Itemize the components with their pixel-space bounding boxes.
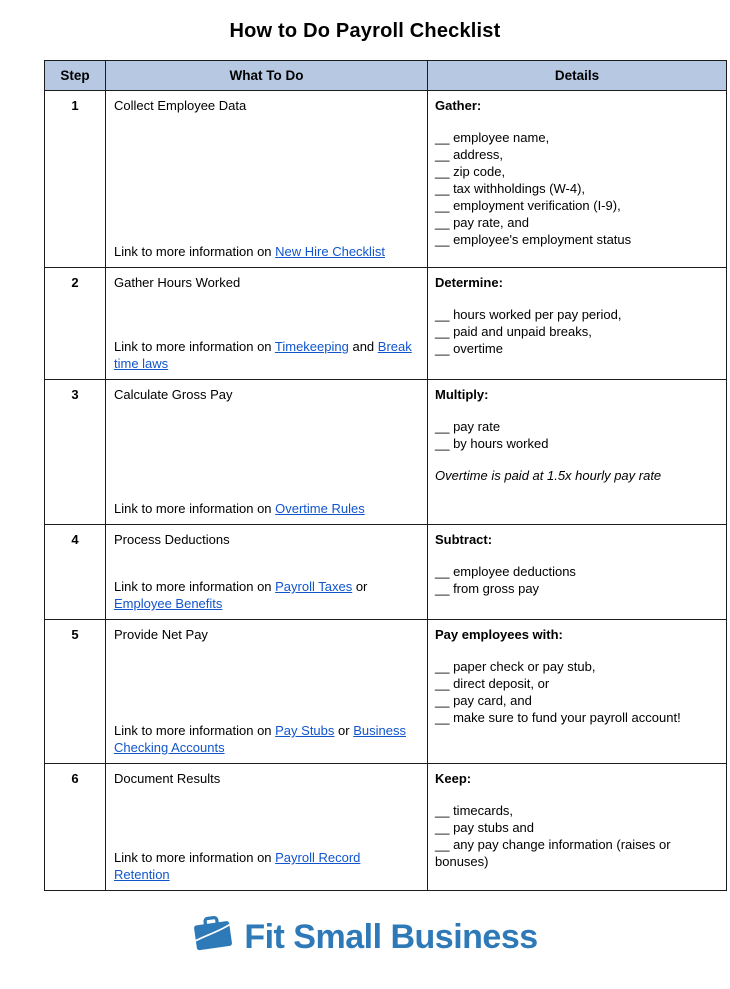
more-info-text: and [348, 339, 378, 354]
table-row [45, 620, 727, 764]
step-number: 5 [45, 620, 106, 764]
details-item: __ timecards, [435, 803, 514, 818]
details-item: __ by hours worked [435, 436, 549, 451]
task-name: Provide Net Pay [114, 627, 208, 642]
more-info-link[interactable]: Payroll Taxes [275, 579, 353, 594]
task-cell [106, 764, 428, 891]
more-info-line [114, 338, 419, 372]
details-cell [428, 764, 727, 891]
more-info-link[interactable]: New Hire Checklist [275, 244, 385, 259]
details-items [435, 658, 718, 726]
details-item: __ employee deductions [435, 564, 576, 579]
details-cell [428, 91, 727, 268]
details-items [435, 563, 718, 597]
task-name: Document Results [114, 771, 221, 786]
details-cell [428, 380, 727, 525]
details-item: __ direct deposit, or [435, 676, 550, 691]
details-item: __ paper check or pay stub, [435, 659, 596, 674]
table-row [45, 380, 727, 525]
column-header-details: Details [428, 61, 727, 91]
more-info-text: Link to more information on [114, 579, 276, 594]
details-item: __ tax withholdings (W-4), [435, 181, 586, 196]
details-heading: Determine: [435, 275, 503, 290]
details-item: __ paid and unpaid breaks, [435, 324, 592, 339]
column-header-what-to-do: What To Do [106, 61, 428, 91]
logo-text: Fit Small Business [244, 918, 538, 956]
step-number: 1 [45, 91, 106, 268]
step-number: 3 [45, 380, 106, 525]
details-items [435, 418, 718, 452]
details-cell [428, 620, 727, 764]
task-cell [106, 91, 428, 268]
details-item: __ address, [435, 147, 503, 162]
more-info-text: or [352, 579, 368, 594]
step-number: 6 [45, 764, 106, 891]
details-item: __ employee's employment status [435, 232, 632, 247]
table-row [45, 91, 727, 268]
details-item: __ zip code, [435, 164, 506, 179]
task-cell [106, 268, 428, 380]
details-item: __ overtime [435, 341, 503, 356]
task-name: Calculate Gross Pay [114, 387, 233, 402]
more-info-link[interactable]: Break time laws [114, 339, 412, 371]
more-info-link[interactable]: Overtime Rules [275, 501, 365, 516]
more-info-text: or [334, 723, 354, 738]
task-cell [106, 380, 428, 525]
column-header-step: Step [45, 61, 106, 91]
details-item: __ pay rate [435, 419, 501, 434]
task-name: Gather Hours Worked [114, 275, 241, 290]
more-info-link[interactable]: Business Checking Accounts [114, 723, 406, 755]
more-info-text: Link to more information on [114, 850, 276, 865]
details-heading: Multiply: [435, 387, 489, 402]
more-info-text: Link to more information on [114, 723, 276, 738]
details-item: __ pay card, and [435, 693, 532, 708]
more-info-text: Link to more information on [114, 339, 275, 354]
more-info-link[interactable]: Employee Benefits [114, 596, 223, 611]
payroll-checklist-table [44, 60, 727, 891]
more-info-line [114, 243, 419, 260]
details-item: __ pay stubs and [435, 820, 535, 835]
more-info-line [114, 578, 419, 612]
briefcase-icon [190, 911, 238, 959]
header-row [45, 61, 727, 91]
details-items [435, 802, 718, 870]
page-title: How to Do Payroll Checklist [229, 20, 501, 42]
table-row [45, 764, 727, 891]
fit-small-business-logo [0, 918, 730, 957]
more-info-text: Link to more information on [114, 244, 276, 259]
task-name: Collect Employee Data [114, 98, 247, 113]
more-info-link[interactable]: Pay Stubs [275, 723, 335, 738]
more-info-line [114, 500, 419, 517]
more-info-link[interactable]: Payroll Record Retention [114, 850, 361, 882]
more-info-line [114, 849, 419, 883]
task-name: Process Deductions [114, 532, 230, 547]
details-cell [428, 525, 727, 620]
details-item: __ make sure to fund your payroll account! [435, 710, 681, 725]
details-cell [428, 268, 727, 380]
details-note: Overtime is paid at 1.5x hourly pay rate [435, 468, 662, 483]
details-item: __ hours worked per pay period, [435, 307, 622, 322]
details-items [435, 306, 718, 357]
step-number: 2 [45, 268, 106, 380]
details-item: __ from gross pay [435, 581, 540, 596]
more-info-text: Link to more information on [114, 501, 276, 516]
details-heading: Gather: [435, 98, 482, 113]
more-info-line [114, 722, 419, 756]
details-heading: Pay employees with: [435, 627, 563, 642]
details-heading: Keep: [435, 771, 472, 786]
details-item: __ employee name, [435, 130, 550, 145]
more-info-link[interactable]: Timekeeping [274, 339, 349, 354]
details-item: __ employment verification (I-9), [435, 198, 621, 213]
step-number: 4 [45, 525, 106, 620]
details-items [435, 129, 718, 248]
table-row [45, 268, 727, 380]
table-row [45, 525, 727, 620]
details-heading: Subtract: [435, 532, 493, 547]
details-item: __ any pay change information (raises or bonuses) [435, 837, 671, 869]
details-item: __ pay rate, and [435, 215, 529, 230]
task-cell [106, 525, 428, 620]
task-cell [106, 620, 428, 764]
